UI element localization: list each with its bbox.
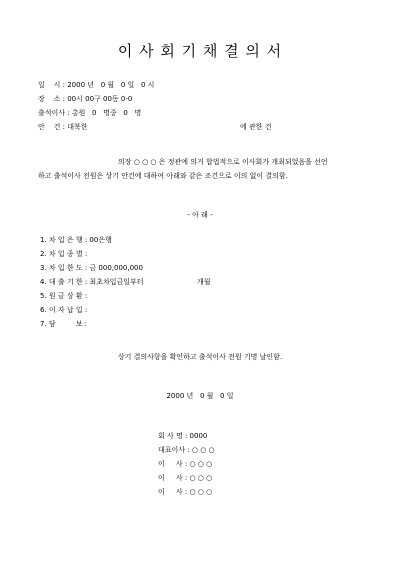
signature-director-2: 이 사 : ○ ○ ○ <box>158 474 213 482</box>
item-bank: 1. 차 입 은 행 : 00은행 <box>40 236 112 244</box>
meta-location: 장 소 : 00시 00구 00동 0-0 <box>38 95 133 103</box>
signature-director-1: 이 사 : ○ ○ ○ <box>158 460 213 468</box>
item-type: 2. 차 입 종 별 : <box>40 250 88 258</box>
item-term-suffix: 개월 <box>197 278 211 286</box>
meta-attendance: 출석이사 : 총원 0 명중 0 명 <box>38 109 142 117</box>
resolution-paragraph-line1: 의장 ○ ○ ○ 은 정관에 의거 합법적으로 이사회가 개최되었음을 선언 <box>118 158 328 166</box>
meta-agenda-suffix: 에 관한 건 <box>240 123 272 131</box>
signature-company: 회 사 명 : 0000 <box>158 432 208 440</box>
below-heading: - 아 래 - <box>187 211 213 219</box>
item-interest: 6. 이 자 납 입 : <box>40 306 88 314</box>
item-principal: 5. 원 금 상 환 : <box>40 292 88 300</box>
meta-datetime: 일 시 : 2000 년 0 월 0 일 0 시 <box>38 81 155 89</box>
document-title: 이 사 회 기 채 결 의 서 <box>117 42 283 60</box>
resolution-paragraph-line2: 하고 출석이사 전원은 상기 안건에 대하여 아래와 같은 조건으로 이의 없이 결의함. <box>38 172 288 180</box>
document-date: 2000 년 0 월 0 일 <box>166 392 234 400</box>
signature-representative: 대표이사 : ○ ○ ○ <box>158 446 215 454</box>
item-limit: 3. 차 입 한 도 : 금 000,000,000 <box>40 264 143 272</box>
meta-agenda: 안 건 : 대북한 <box>38 123 88 131</box>
signature-director-3: 이 사 : ○ ○ ○ <box>158 488 213 496</box>
item-term: 4. 대 출 기 한 : 최초차입금일부터 <box>40 278 144 286</box>
item-collateral: 7. 담 보 : <box>40 320 88 328</box>
confirmation-text: 상기 결의사항을 확인하고 출석이사 전원 기명 날인함. <box>117 353 283 361</box>
